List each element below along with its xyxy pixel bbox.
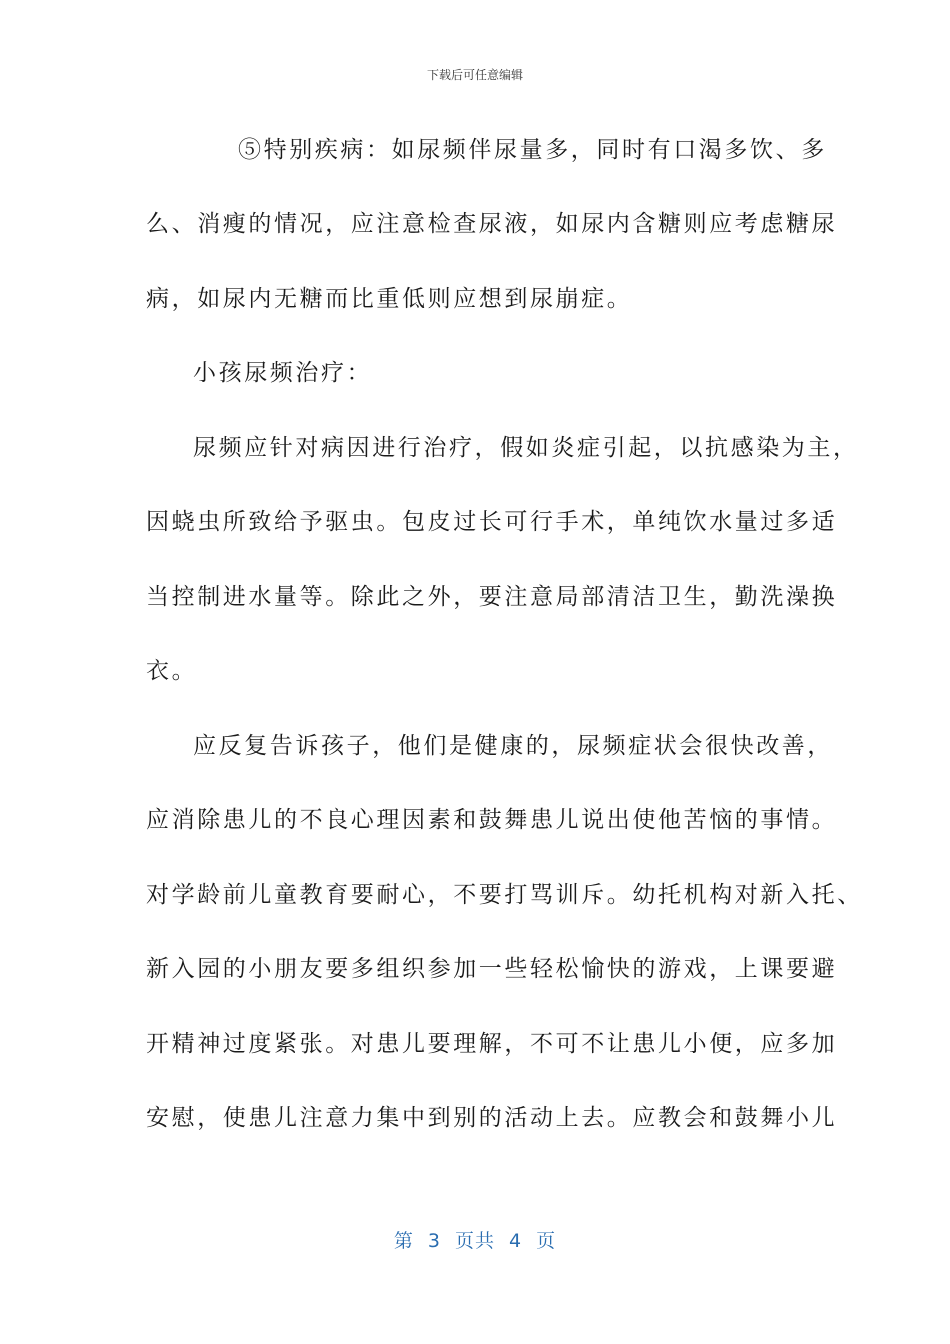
total-pages-number: 4	[509, 1230, 523, 1252]
paragraph-line: 安慰，使患儿注意力集中到别的活动上去。应教会和鼓舞小儿	[146, 1105, 838, 1131]
header-note: 下载后可任意编辑	[426, 68, 523, 82]
page-prefix: 第	[393, 1230, 414, 1252]
paragraph-line: 衣。	[146, 658, 198, 684]
paragraph-line: 开精神过度紧张。对患儿要理解，不可不让患儿小便，应多加	[146, 1031, 838, 1057]
page-footer	[0, 1226, 950, 1253]
page-suffix: 页	[536, 1230, 557, 1252]
paragraph-line: 应消除患儿的不良心理因素和鼓舞患儿说出使他苦恼的事情。	[146, 807, 838, 833]
paragraph-line: ⑤特别疾病：如尿频伴尿量多，同时有口渴多饮、多	[238, 137, 827, 163]
paragraph-line: 应反复告诉孩子，他们是健康的，尿频症状会很快改善，	[193, 733, 833, 759]
current-page-number: 3	[427, 1230, 441, 1252]
section-heading: 小孩尿频治疗：	[193, 360, 373, 386]
page-mid: 页共	[454, 1230, 495, 1252]
paragraph-line: 尿频应针对病因进行治疗，假如炎症引起，以抗感染为主，	[193, 435, 859, 461]
paragraph-line: 因蛲虫所致给予驱虫。包皮过长可行手术，单纯饮水量过多适	[146, 509, 838, 535]
paragraph-line: 对学龄前儿童教育要耐心，不要打骂训斥。幼托机构对新入托、	[146, 882, 863, 908]
paragraph-line: 病，如尿内无糖而比重低则应想到尿崩症。	[146, 286, 633, 312]
paragraph-line: 新入园的小朋友要多组织参加一些轻松愉快的游戏，上课要避	[146, 956, 838, 982]
paragraph-line: 么、消瘦的情况，应注意检查尿液，如尿内含糖则应考虑糖尿	[146, 211, 838, 237]
paragraph-line: 当控制进水量等。除此之外，要注意局部清洁卫生，勤洗澡换	[146, 584, 838, 610]
